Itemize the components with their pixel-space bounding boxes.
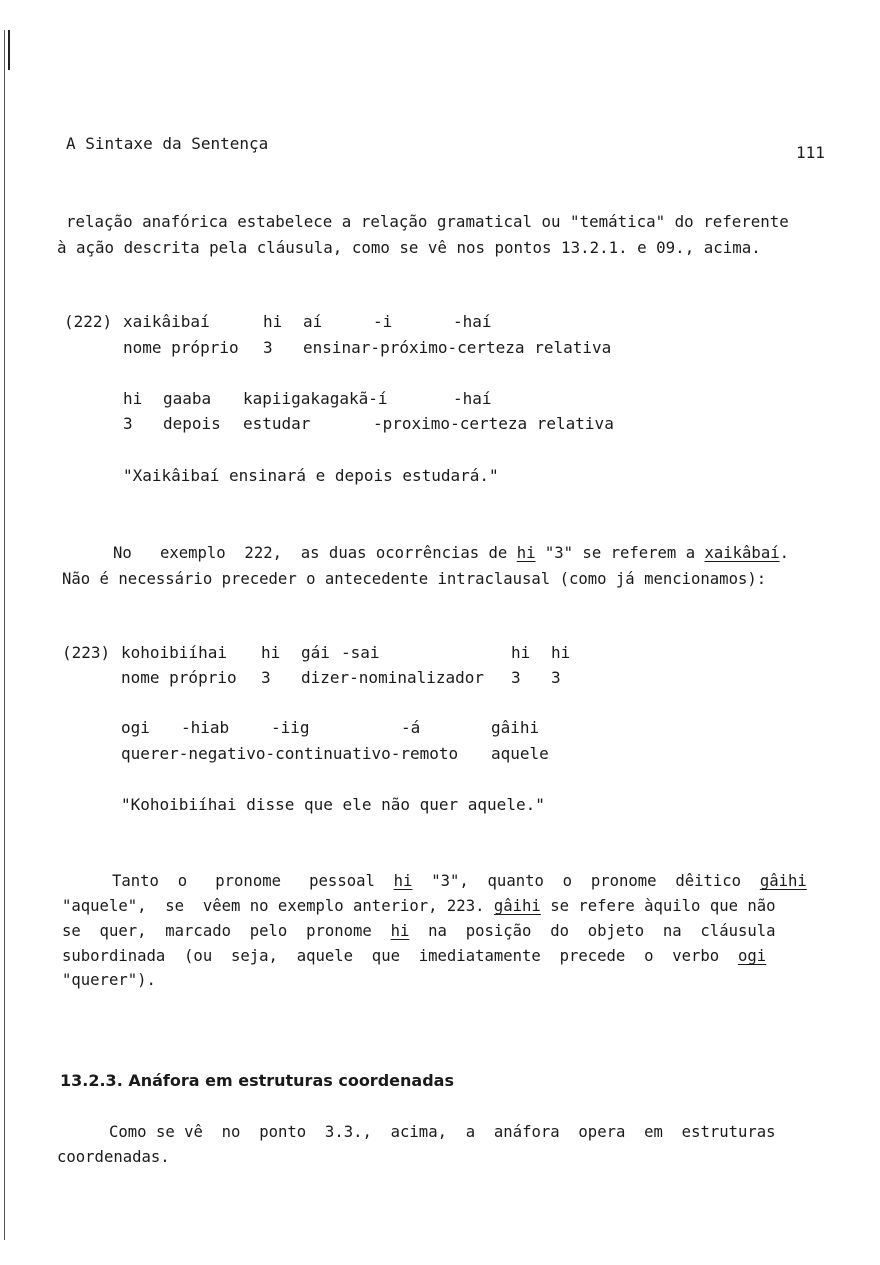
ex222-word-4: -i <box>373 312 393 331</box>
ex222-translation: "Xaikâibaí ensinará e depois estudará." <box>123 466 499 485</box>
ex223-translation: "Kohoibiíhai disse que ele não quer aquele." <box>121 795 545 814</box>
para2-line-1: Tanto o pronome pessoal hi "3", quanto o pronome dêitico gâihi <box>112 872 807 890</box>
ex222-word-9: -haí <box>453 389 492 408</box>
ex223-gloss-6: querer-negativo-continuativo-remoto <box>121 744 459 763</box>
para2-line-4: subordinada (ou seja, aquele que imediatamente precede o verbo ogi <box>62 947 767 965</box>
ex223-gloss-1: nome próprio <box>121 668 237 687</box>
ex223-gloss-7: aquele <box>491 744 549 763</box>
underlined-gaihi: gâihi <box>759 872 807 890</box>
section-heading: 13.2.3. Anáfora em estruturas coordenadas <box>60 1071 454 1090</box>
example-222-number: (222) <box>64 312 113 331</box>
ex222-gloss-5: depois <box>163 414 221 433</box>
page-number: 111 <box>796 143 825 162</box>
underlined-hi: hi <box>390 922 410 940</box>
ex223-word-7: ogi <box>121 718 150 737</box>
ex223-gloss-3: dizer-nominalizador <box>301 668 485 687</box>
para2-line-5: "querer"). <box>62 971 156 989</box>
ex223-word-9: -iig <box>271 718 310 737</box>
underlined-hi: hi <box>393 872 413 890</box>
ex222-gloss-3: ensinar-próximo-certeza relativa <box>303 338 612 357</box>
example-223-number: (223) <box>62 643 111 662</box>
ex223-word-6: hi <box>551 643 571 662</box>
ex222-word-8: kapiigakagakã-í <box>243 389 388 408</box>
ex223-word-1: kohoibiíhai <box>121 643 227 662</box>
ex222-gloss-7: -proximo-certeza relativa <box>373 414 614 433</box>
ex222-word-5: -haí <box>453 312 492 331</box>
underlined-hi: hi <box>516 544 536 562</box>
ex223-gloss-2: 3 <box>261 668 271 687</box>
underlined-ogi: ogi <box>737 947 767 965</box>
margin-line <box>4 30 5 1240</box>
ex223-word-4: -sai <box>341 643 380 662</box>
ex223-word-5: hi <box>511 643 531 662</box>
ex222-word-6: hi <box>123 389 143 408</box>
underlined-gaihi: gâihi <box>493 897 541 915</box>
running-header: A Sintaxe da Sentença <box>66 134 269 153</box>
intro-line-2: à ação descrita pela cláusula, como se vê nos pontos 13.2.1. e 09., acima. <box>57 238 761 257</box>
ex222-gloss-4: 3 <box>123 414 133 433</box>
ex222-gloss-2: 3 <box>263 338 273 357</box>
ex223-word-10: -á <box>401 718 421 737</box>
para3-line-2: coordenadas. <box>57 1148 170 1166</box>
ex223-word-8: -hiab <box>181 718 230 737</box>
ex222-word-7: gaaba <box>163 389 212 408</box>
ex222-word-3: aí <box>303 312 323 331</box>
ex222-gloss-6: estudar <box>243 414 311 433</box>
ex223-gloss-4: 3 <box>511 668 521 687</box>
para3-line-1: Como se vê no ponto 3.3., acima, a anáfora opera em estruturas <box>109 1123 776 1141</box>
ex223-gloss-5: 3 <box>551 668 561 687</box>
ex223-word-2: hi <box>261 643 281 662</box>
ex223-word-3: gái <box>301 643 330 662</box>
para2-line-2: "aquele", se vêem no exemplo anterior, 223. gâihi se refere àquilo que não <box>62 897 776 915</box>
para2-line-3: se quer, marcado pelo pronome hi na posição do objeto na cláusula <box>62 922 776 940</box>
ex222-word-2: hi <box>263 312 283 331</box>
ex222-word-1: xaikâibaí <box>123 312 210 331</box>
para1-line-1: No exemplo 222, as duas ocorrências de hi "3" se referem a xaikâbaí. <box>113 544 789 562</box>
margin-tick <box>8 30 10 70</box>
ex223-word-11: gâihi <box>491 718 540 737</box>
intro-line-1: relação anafórica estabelece a relação gramatical ou "temática" do referente <box>66 212 789 231</box>
underlined-xaikabai: xaikâbaí <box>704 544 780 562</box>
para1-line-2: Não é necessário preceder o antecedente intraclausal (como já mencionamos): <box>62 570 767 588</box>
ex222-gloss-1: nome próprio <box>123 338 239 357</box>
